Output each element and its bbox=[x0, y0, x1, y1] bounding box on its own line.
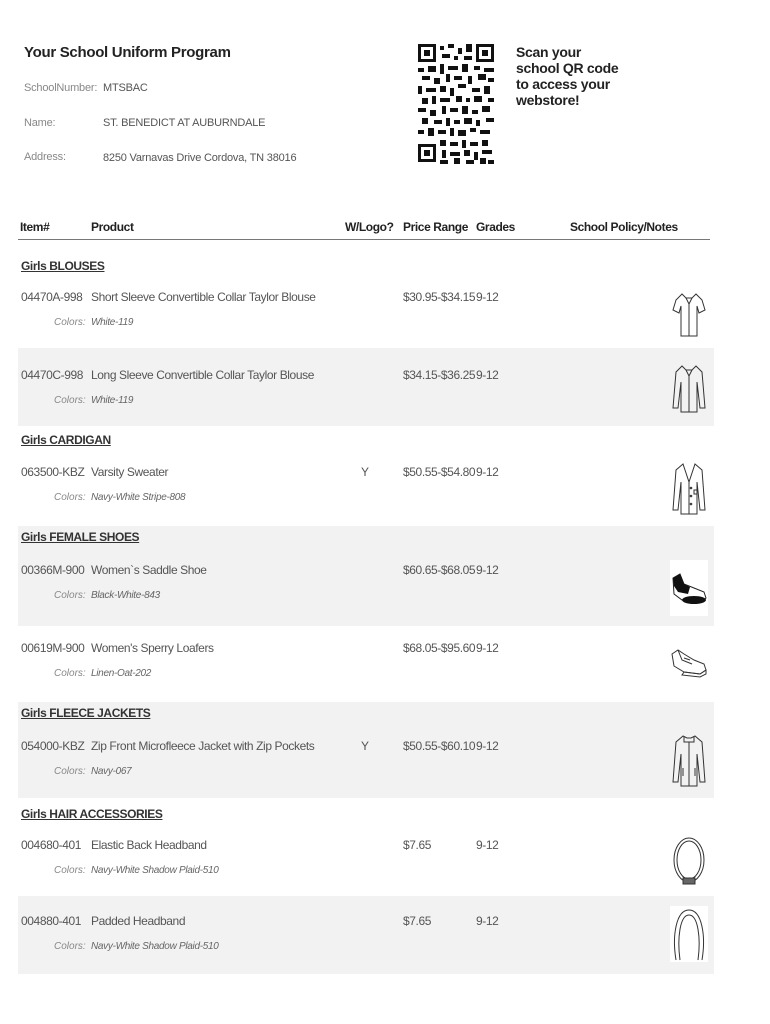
grades: 9-12 bbox=[476, 838, 499, 852]
category-label: Girls FLEECE JACKETS bbox=[21, 706, 151, 720]
grades: 9-12 bbox=[476, 465, 499, 479]
loafer-icon[interactable] bbox=[670, 636, 708, 692]
colors-label: Colors: bbox=[54, 395, 86, 406]
product-name[interactable]: Long Sleeve Convertible Collar Taylor Blouse bbox=[91, 368, 314, 382]
column-item: Item# bbox=[20, 220, 50, 234]
name-label: Name: bbox=[24, 117, 56, 129]
table-row[interactable] bbox=[18, 552, 714, 626]
product-name[interactable]: Women`s Saddle Shoe bbox=[91, 563, 207, 577]
column-school-policy-notes: School Policy/Notes bbox=[570, 220, 678, 234]
category-header bbox=[18, 526, 714, 552]
item-number: 04470C-998 bbox=[21, 368, 84, 382]
colors-value: Navy-White Stripe-808 bbox=[91, 492, 186, 503]
table-row[interactable] bbox=[18, 626, 714, 700]
saddle-shoe-icon[interactable] bbox=[670, 560, 708, 616]
column-product: Product bbox=[91, 220, 134, 234]
table-header bbox=[18, 216, 710, 240]
colors-value: White-119 bbox=[91, 395, 134, 406]
colors-label: Colors: bbox=[54, 668, 86, 679]
table-row[interactable] bbox=[18, 348, 714, 426]
product-name[interactable]: Short Sleeve Convertible Collar Taylor Blouse bbox=[91, 290, 316, 304]
address-label: Address: bbox=[24, 151, 66, 163]
colors-label: Colors: bbox=[54, 766, 86, 777]
grades: 9-12 bbox=[476, 914, 499, 928]
price-range: $7.65 bbox=[403, 914, 432, 928]
product-name[interactable]: Padded Headband bbox=[91, 914, 186, 928]
category-label: Girls BLOUSES bbox=[21, 259, 105, 273]
category-header bbox=[18, 702, 714, 728]
category-label: Girls HAIR ACCESSORIES bbox=[21, 807, 163, 821]
short-sleeve-blouse-icon[interactable] bbox=[670, 286, 708, 342]
elastic-headband-icon[interactable] bbox=[670, 832, 708, 888]
product-name[interactable]: Women's Sperry Loafers bbox=[91, 641, 214, 655]
table-row[interactable] bbox=[18, 454, 714, 524]
item-number: 004880-401 bbox=[21, 914, 82, 928]
table-row[interactable] bbox=[18, 896, 714, 974]
colors-label: Colors: bbox=[54, 941, 86, 952]
category-label: Girls CARDIGAN bbox=[21, 433, 111, 447]
scan-line-3: to access your bbox=[516, 76, 610, 92]
colors-label: Colors: bbox=[54, 590, 86, 601]
colors-value: White-119 bbox=[91, 317, 134, 328]
logo-flag: Y bbox=[361, 465, 369, 479]
column-price-range: Price Range bbox=[403, 220, 468, 234]
address-value: 8250 Varnavas Drive Cordova, TN 38016 bbox=[103, 152, 297, 164]
grades: 9-12 bbox=[476, 739, 499, 753]
price-range: $7.65 bbox=[403, 838, 432, 852]
product-name[interactable]: Elastic Back Headband bbox=[91, 838, 207, 852]
padded-headband-icon[interactable] bbox=[670, 906, 708, 962]
colors-label: Colors: bbox=[54, 317, 86, 328]
product-name[interactable]: Zip Front Microfleece Jacket with Zip Pockets bbox=[91, 739, 315, 753]
logo-flag: Y bbox=[361, 739, 369, 753]
school-name-value: ST. BENEDICT AT AUBURNDALE bbox=[103, 117, 266, 129]
item-number: 004680-401 bbox=[21, 838, 82, 852]
table-row[interactable] bbox=[18, 728, 714, 798]
category-header bbox=[18, 429, 714, 453]
column-logo: W/Logo? bbox=[345, 220, 394, 234]
item-number: 054000-KBZ bbox=[21, 739, 85, 753]
school-number-label: SchoolNumber: bbox=[24, 82, 98, 94]
colors-value: Navy-White Shadow Plaid-510 bbox=[91, 865, 219, 876]
grades: 9-12 bbox=[476, 563, 499, 577]
category-label: Girls FEMALE SHOES bbox=[21, 530, 140, 544]
table-row[interactable] bbox=[18, 280, 714, 348]
item-number: 04470A-998 bbox=[21, 290, 83, 304]
price-range: $68.05-$95.60 bbox=[403, 641, 476, 655]
long-sleeve-blouse-icon[interactable] bbox=[670, 360, 708, 416]
qr-code-icon[interactable] bbox=[418, 44, 494, 164]
grades: 9-12 bbox=[476, 368, 499, 382]
colors-value: Linen-Oat-202 bbox=[91, 668, 152, 679]
colors-value: Navy-067 bbox=[91, 766, 132, 777]
colors-value: Black-White-843 bbox=[91, 590, 160, 601]
colors-label: Colors: bbox=[54, 492, 86, 503]
product-name[interactable]: Varsity Sweater bbox=[91, 465, 169, 479]
price-range: $34.15-$36.25 bbox=[403, 368, 476, 382]
fleece-jacket-icon[interactable] bbox=[670, 732, 708, 788]
grades: 9-12 bbox=[476, 290, 499, 304]
price-range: $50.55-$60.10 bbox=[403, 739, 476, 753]
scan-line-2: school QR code bbox=[516, 60, 619, 76]
price-range: $60.65-$68.05 bbox=[403, 563, 476, 577]
scan-line-4: webstore! bbox=[516, 92, 580, 108]
item-number: 063500-KBZ bbox=[21, 465, 85, 479]
price-range: $50.55-$54.80 bbox=[403, 465, 476, 479]
item-number: 00619M-900 bbox=[21, 641, 85, 655]
category-header bbox=[18, 803, 714, 827]
item-number: 00366M-900 bbox=[21, 563, 85, 577]
column-grades: Grades bbox=[476, 220, 515, 234]
price-range: $30.95-$34.15 bbox=[403, 290, 476, 304]
cardigan-icon[interactable] bbox=[670, 460, 708, 516]
program-title: Your School Uniform Program bbox=[24, 44, 231, 61]
category-header bbox=[18, 255, 714, 279]
grades: 9-12 bbox=[476, 641, 499, 655]
colors-value: Navy-White Shadow Plaid-510 bbox=[91, 941, 219, 952]
school-number-value: MTSBAC bbox=[103, 82, 148, 94]
scan-line-1: Scan your bbox=[516, 44, 581, 60]
program-header bbox=[0, 0, 770, 210]
scan-instructions bbox=[516, 44, 636, 108]
colors-label: Colors: bbox=[54, 865, 86, 876]
table-row[interactable] bbox=[18, 828, 714, 896]
